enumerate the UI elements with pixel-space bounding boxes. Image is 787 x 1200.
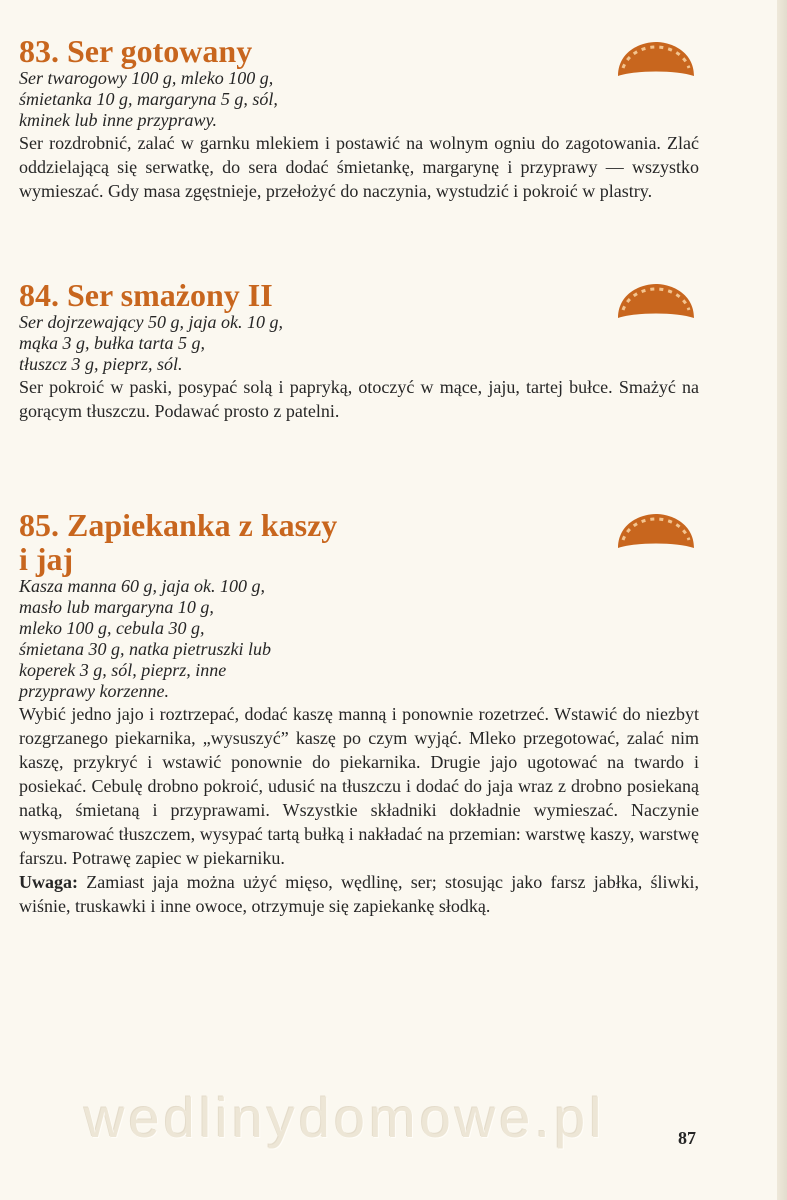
ingredient-line: Ser twarogowy 100 g, mleko 100 g,	[19, 68, 274, 88]
ingredient-line: mleko 100 g, cebula 30 g,	[19, 618, 205, 638]
page-edge	[777, 0, 787, 1200]
recipe-title	[19, 508, 699, 576]
recipe-title: 84. Ser smażony II	[19, 277, 273, 313]
ingredient-line: śmietanka 10 g, margaryna 5 g, sól,	[19, 89, 278, 109]
note	[19, 870, 699, 918]
ingredient-line: Ser dojrzewający 50 g, jaja ok. 10 g,	[19, 312, 283, 332]
ingredients	[19, 312, 699, 375]
ingredients	[19, 576, 699, 702]
note-label: Uwaga:	[19, 872, 78, 892]
recipe-84	[19, 278, 699, 423]
recipe-83	[19, 34, 699, 203]
pierogi-icon	[614, 510, 698, 554]
recipe-85	[19, 508, 699, 918]
ingredient-line: koperek 3 g, sól, pieprz, inne	[19, 660, 227, 680]
recipe-title-line: i jaj	[19, 541, 74, 577]
pierogi-icon	[614, 38, 698, 82]
recipe-title-line: 85. Zapiekanka z kaszy	[19, 507, 338, 543]
instructions: Ser rozdrobnić, zalać w garnku mlekiem i postawić na wolnym ogniu do zagotowania. Zlać oddzielającą się serwatkę, do sera dodać śmietankę, margarynę i przyprawy — wszystko wymieszać. Gdy masa zgęstnieje, przełożyć do naczynia, wystudzić i pokroić w plastry.	[19, 133, 699, 201]
ingredient-line: kminek lub inne przyprawy.	[19, 110, 217, 130]
ingredient-line: tłuszcz 3 g, pieprz, sól.	[19, 354, 183, 374]
instructions: Wybić jedno jajo i roztrzepać, dodać kaszę manną i ponownie rozetrzeć. Wstawić do niezbyt rozgrzanego piekarnika, „wysuszyć” kaszę po czym wyjąć. Mleko przegotować, zalać nim kaszę, przykryć i wstawić ponownie do piekarnika. Drugie jajo ugotować na twardo i posiekać. Cebulę drobno pokroić, udusić na tłuszczu i dodać do jaja wraz z drobno posiekaną natką, śmietaną i przyprawami. Wszystkie składniki dokładnie wymieszać. Naczynie wysmarować tłuszczem, wysypać tartą bułką i nakładać na przemian: warstwę kaszy, warstwę farszu. Potrawę zapiec w piekarniku.	[19, 704, 699, 868]
note-text: Zamiast jaja można użyć mięso, wędlinę, ser; stosując jako farsz jabłka, śliwki, wiśnie, truskawki i inne owoce, otrzymuje się zapiekankę słodką.	[19, 872, 699, 916]
ingredient-line: śmietana 30 g, natka pietruszki lub	[19, 639, 271, 659]
recipe-title: 83. Ser gotowany	[19, 33, 253, 69]
ingredient-line: mąka 3 g, bułka tarta 5 g,	[19, 333, 205, 353]
watermark: wedlinydomowe.pl	[84, 1086, 606, 1149]
ingredient-line: Kasza manna 60 g, jaja ok. 100 g,	[19, 576, 266, 596]
ingredients	[19, 68, 699, 131]
page-number: 87	[678, 1128, 696, 1148]
ingredient-line: przyprawy korzenne.	[19, 681, 169, 701]
instructions: Ser pokroić w paski, posypać solą i papryką, otoczyć w mące, jaju, tartej bułce. Smażyć na gorącym tłuszczu. Podawać prosto z patelni.	[19, 377, 699, 421]
pierogi-icon	[614, 280, 698, 324]
ingredient-line: masło lub margaryna 10 g,	[19, 597, 214, 617]
